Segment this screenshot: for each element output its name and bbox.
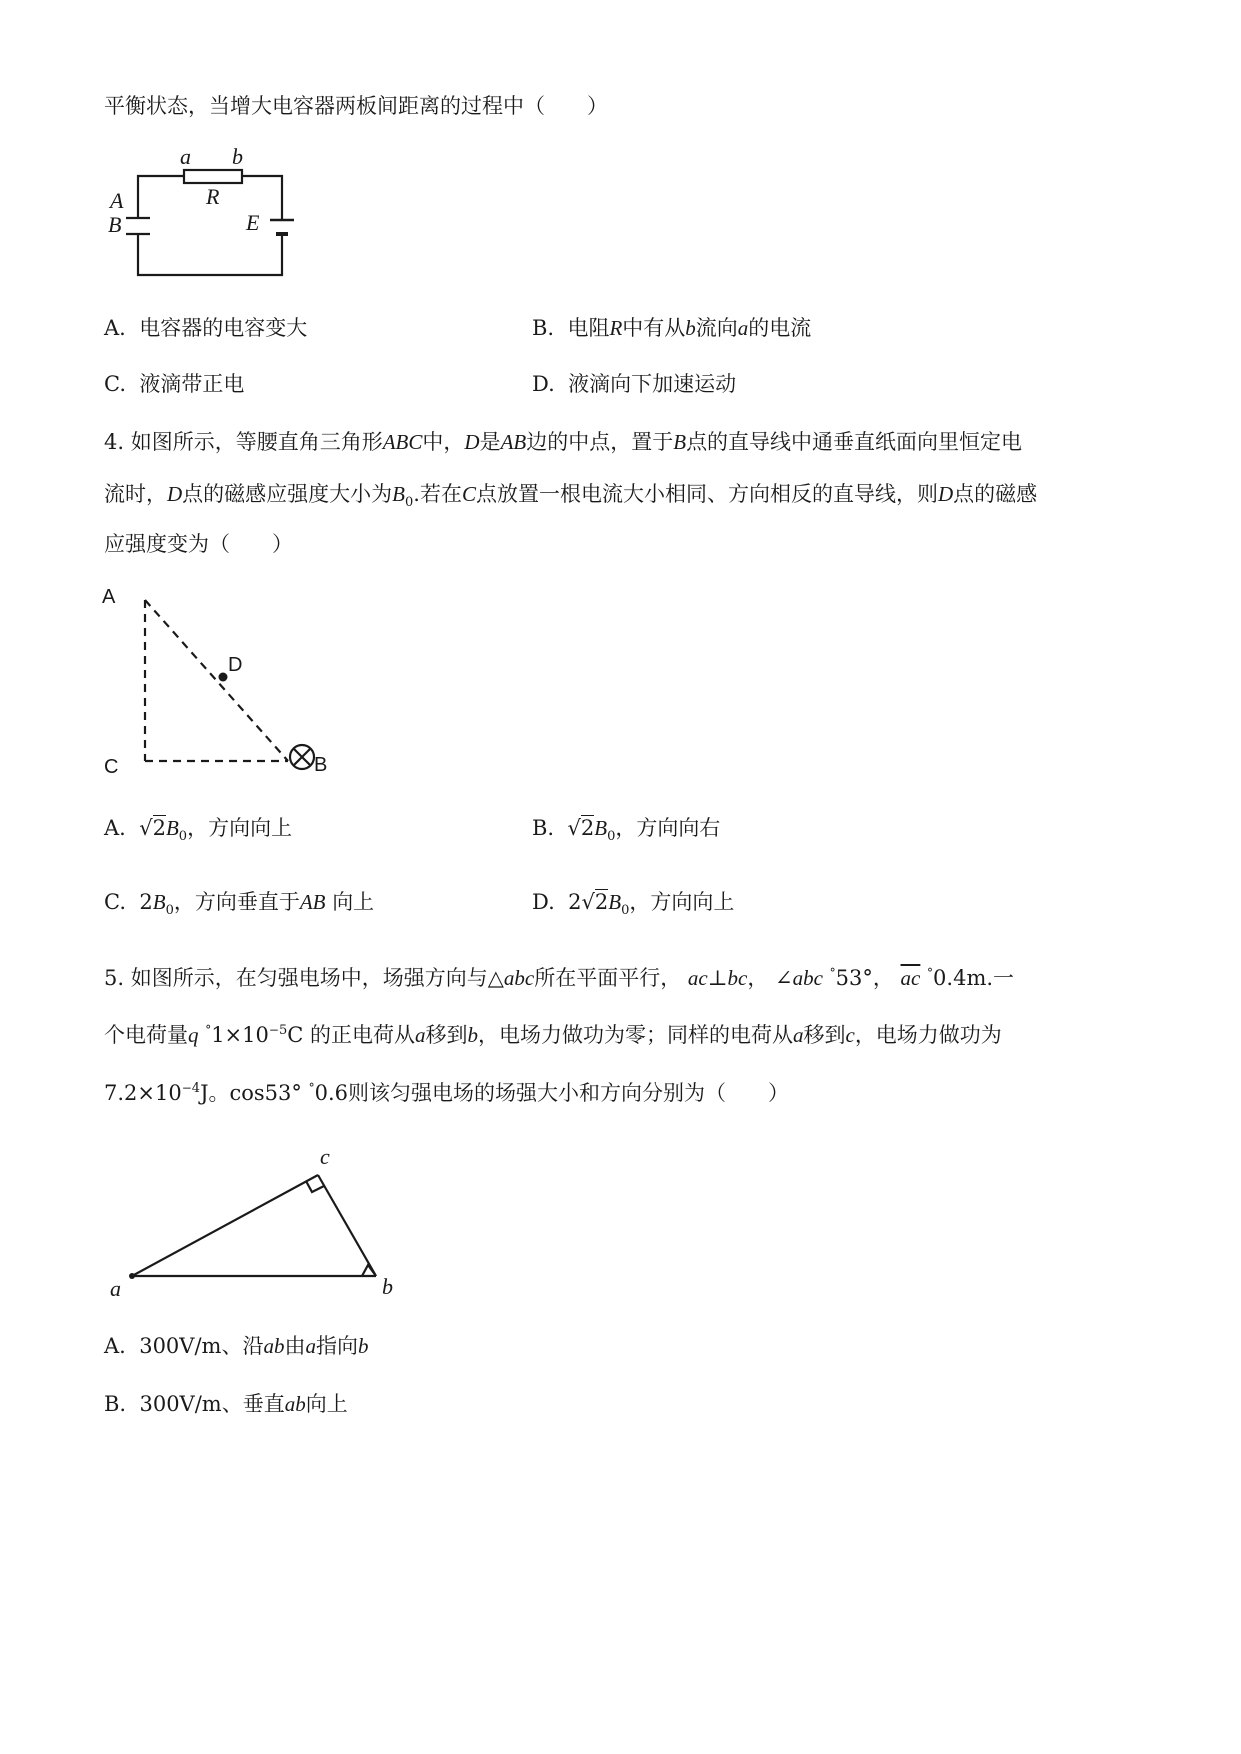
q3-circuit-diagram — [100, 140, 320, 290]
current-into-page-icon — [290, 745, 314, 769]
label-E: E — [246, 210, 260, 235]
label-A: A — [102, 586, 116, 608]
label-a: a — [110, 1276, 121, 1301]
q3-option-a: A. 电容器的电容变大 — [104, 316, 308, 340]
q3-option-c: C. 液滴带正电 — [104, 372, 245, 396]
q3-option-b: B. 电阻R中有从b流向a的电流 — [532, 316, 812, 340]
q4-triangle-diagram — [100, 585, 340, 780]
q4-option-d: D. $2√2B_0$，方向向上 — [532, 890, 735, 919]
q4-stem-line2: 流时，D点的磁感应强度大小为$B_0$.若在C点放置一根电流大小相同、方向相反的直导线，则D点的磁感 — [104, 482, 1038, 511]
label-D: D — [228, 654, 243, 676]
label-C: C — [104, 756, 119, 778]
q5-stem-line2: 个电荷量q $^\circ 1\times 10^{-5}C$ 的正电荷从a移到b，电场力做功为零；同样的电荷从a移到c，电场力做功为 — [104, 1023, 1002, 1047]
label-B: B — [108, 212, 122, 237]
q5-triangle-diagram — [100, 1140, 410, 1315]
q4-option-b: B. $√2B_0$，方向向右 — [532, 816, 721, 845]
label-b: b — [232, 144, 243, 169]
label-A: A — [110, 188, 124, 213]
label-B: B — [314, 754, 328, 776]
q3-stem-continuation: 平衡状态，当增大电容器两板间距离的过程中（ ） — [104, 94, 608, 118]
q5-stem-line1: 5. 如图所示，在匀强电场中，场强方向与△abc所在平面平行， ac⊥bc， ∠abc °53°， $\overline{ac}$ °0.4m.一 — [104, 966, 1015, 990]
label-R: R — [206, 184, 220, 209]
q4-stem-line1: 4. 如图所示，等腰直角三角形ABC中，D是AB边的中点，置于B点的直导线中通垂直纸面向里恒定电 — [104, 430, 1023, 454]
point-D — [219, 673, 228, 682]
q5-option-a: A. 300V/m、沿ab由a指向b — [104, 1334, 369, 1358]
q5-option-b: B. 300V/m、垂直ab向上 — [104, 1392, 348, 1416]
q4-stem-line3: 应强度变为（ ） — [104, 532, 293, 556]
label-b: b — [382, 1274, 393, 1299]
q4-option-a: A. $√2B_0$，方向向上 — [104, 816, 293, 845]
q3-option-d: D. 液滴向下加速运动 — [532, 372, 737, 396]
q4-option-c: C. $2B_0$，方向垂直于AB 向上 — [104, 890, 375, 919]
q5-stem-line3: $7.2\times 10^{-4}J$。cos53° °0.6则该匀强电场的场强大小和方向分别为（ ） — [104, 1081, 789, 1105]
label-a: a — [180, 144, 191, 169]
label-c: c — [320, 1144, 330, 1169]
